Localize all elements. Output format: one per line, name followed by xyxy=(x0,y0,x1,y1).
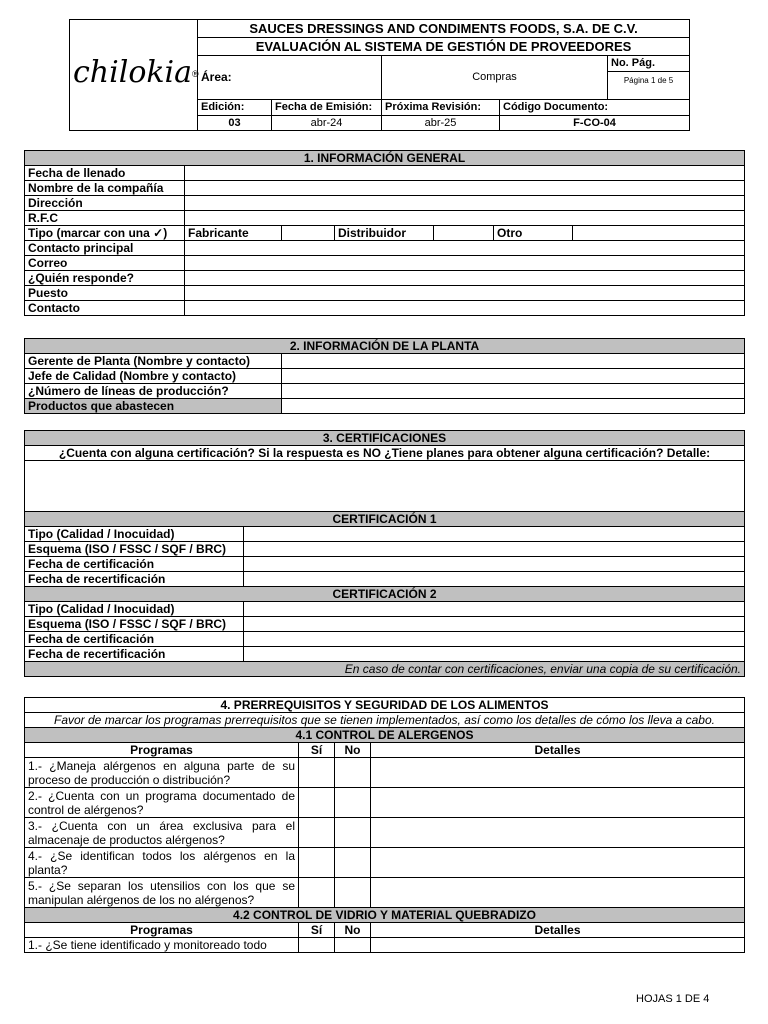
glass-question-1: 1.- ¿Se tiene identificado y monitoreado todo xyxy=(25,938,299,953)
main-contact-field[interactable] xyxy=(185,241,745,256)
quality-head-label: Jefe de Calidad (Nombre y contacto) xyxy=(25,369,282,384)
rfc-field[interactable] xyxy=(185,211,745,226)
cert2-scheme-label: Esquema (ISO / FSSC / SQF / BRC) xyxy=(25,617,244,632)
certification-details-field[interactable] xyxy=(25,461,745,512)
glass-1-yes[interactable] xyxy=(299,938,335,953)
allergen-control-title: 4.1 CONTROL DE ALERGENOS xyxy=(25,728,745,743)
cert1-recert-field[interactable] xyxy=(244,572,745,587)
next-review-label: Próxima Revisión: xyxy=(382,100,500,116)
allergen-3-yes[interactable] xyxy=(299,818,335,848)
glass-1-details[interactable] xyxy=(371,938,745,953)
page-label: No. Pág. xyxy=(608,56,689,72)
page-number-cell xyxy=(608,56,690,100)
email-label: Correo xyxy=(25,256,185,271)
allergen-2-no[interactable] xyxy=(335,788,371,818)
issue-date-value: abr-24 xyxy=(272,116,382,131)
allergen-question-3: 3.- ¿Cuenta con un área exclusiva para el almacenaje de productos alérgenos? xyxy=(25,818,299,848)
cert2-recert-field[interactable] xyxy=(244,647,745,662)
company-name-field[interactable] xyxy=(185,181,745,196)
certification-question: ¿Cuenta con alguna certificación? Si la respuesta es NO ¿Tiene planes para obtener alguna certificación? Detalle: xyxy=(25,446,745,461)
main-contact-label: Contacto principal xyxy=(25,241,185,256)
respondent-field[interactable] xyxy=(185,271,745,286)
allergen-2-details[interactable] xyxy=(371,788,745,818)
certification-2-title: CERTIFICACIÓN 2 xyxy=(25,587,745,602)
general-information-table xyxy=(24,150,745,316)
issue-date-label: Fecha de Emisión: xyxy=(272,100,382,116)
logo-text: chilokia xyxy=(73,54,193,90)
position-field[interactable] xyxy=(185,286,745,301)
fill-date-label: Fecha de llenado xyxy=(25,166,185,181)
page-footer: HOJAS 1 DE 4 xyxy=(636,993,710,1005)
production-lines-label: ¿Número de líneas de producción? xyxy=(25,384,282,399)
allergen-2-yes[interactable] xyxy=(299,788,335,818)
type-option-manufacturer: Fabricante xyxy=(185,226,282,241)
allergen-5-details[interactable] xyxy=(371,878,745,908)
company-name-label: Nombre de la compañía xyxy=(25,181,185,196)
allergen-4-yes[interactable] xyxy=(299,848,335,878)
type-option-other: Otro xyxy=(494,226,573,241)
allergen-question-4: 4.- ¿Se identifican todos los alérgenos en la planta? xyxy=(25,848,299,878)
products-field[interactable] xyxy=(282,399,745,414)
cert1-scheme-field[interactable] xyxy=(244,542,745,557)
details-header: Detalles xyxy=(371,743,745,758)
allergen-5-no[interactable] xyxy=(335,878,371,908)
allergen-4-no[interactable] xyxy=(335,848,371,878)
address-field[interactable] xyxy=(185,196,745,211)
cert1-type-label: Tipo (Calidad / Inocuidad) xyxy=(25,527,244,542)
cert2-type-field[interactable] xyxy=(244,602,745,617)
allergen-question-2: 2.- ¿Cuenta con un programa documentado de control de alérgenos? xyxy=(25,788,299,818)
section-4-title: 4. PRERREQUISITOS Y SEGURIDAD DE LOS ALIMENTOS xyxy=(25,698,745,713)
cert2-date-label: Fecha de certificación xyxy=(25,632,244,647)
other-checkbox[interactable] xyxy=(573,226,745,241)
allergen-1-yes[interactable] xyxy=(299,758,335,788)
respondent-label: ¿Quién responde? xyxy=(25,271,185,286)
allergen-3-no[interactable] xyxy=(335,818,371,848)
no-header: No xyxy=(335,743,371,758)
programs-header: Programas xyxy=(25,743,299,758)
allergen-3-details[interactable] xyxy=(371,818,745,848)
doc-code-label: Código Documento: xyxy=(500,100,690,116)
no-header-2: No xyxy=(335,923,371,938)
plant-information-table xyxy=(24,338,745,414)
doc-code-value: F-CO-04 xyxy=(500,116,690,131)
certifications-table xyxy=(24,430,745,677)
certification-note: En caso de contar con certificaciones, enviar una copia de su certificación. xyxy=(25,662,745,677)
allergen-4-details[interactable] xyxy=(371,848,745,878)
cert2-date-field[interactable] xyxy=(244,632,745,647)
contact-label: Contacto xyxy=(25,301,185,316)
area-value: Compras xyxy=(382,56,608,100)
section-1-title: 1. INFORMACIÓN GENERAL xyxy=(25,151,745,166)
contact-field[interactable] xyxy=(185,301,745,316)
logo xyxy=(70,20,198,131)
edition-value: 03 xyxy=(198,116,272,131)
document-title: EVALUACIÓN AL SISTEMA DE GESTIÓN DE PROVEEDORES xyxy=(198,38,690,56)
allergen-question-1: 1.- ¿Maneja alérgenos en alguna parte de su proceso de producción o distribución? xyxy=(25,758,299,788)
section-2-title: 2. INFORMACIÓN DE LA PLANTA xyxy=(25,339,745,354)
products-label: Productos que abastecen xyxy=(25,399,282,414)
rfc-label: R.F.C xyxy=(25,211,185,226)
page-value: Página 1 de 5 xyxy=(623,76,674,85)
distributor-checkbox[interactable] xyxy=(434,226,494,241)
programs-header-2: Programas xyxy=(25,923,299,938)
document-header xyxy=(69,19,690,131)
cert2-scheme-field[interactable] xyxy=(244,617,745,632)
company-name: SAUCES DRESSINGS AND CONDIMENTS FOODS, S.A. DE C.V. xyxy=(198,20,690,38)
email-field[interactable] xyxy=(185,256,745,271)
cert1-date-field[interactable] xyxy=(244,557,745,572)
area-label: Área: xyxy=(198,56,382,100)
next-review-value: abr-25 xyxy=(382,116,500,131)
cert1-type-field[interactable] xyxy=(244,527,745,542)
cert1-recert-label: Fecha de recertificación xyxy=(25,572,244,587)
yes-header: Sí xyxy=(299,743,335,758)
edition-label: Edición: xyxy=(198,100,272,116)
plant-manager-label: Gerente de Planta (Nombre y contacto) xyxy=(25,354,282,369)
plant-manager-field[interactable] xyxy=(282,354,745,369)
production-lines-field[interactable] xyxy=(282,384,745,399)
fill-date-field[interactable] xyxy=(185,166,745,181)
allergen-question-5: 5.- ¿Se separan los utensilios con los que se manipulan alérgenos de los no alérgenos? xyxy=(25,878,299,908)
registered-mark: ® xyxy=(192,68,199,79)
type-label: Tipo (marcar con una ✓) xyxy=(25,226,185,241)
prerequisites-instruction: Favor de marcar los programas prerrequisitos que se tienen implementados, así como los detalles de cómo los lleva a cabo. xyxy=(25,713,745,728)
quality-head-field[interactable] xyxy=(282,369,745,384)
section-3-title: 3. CERTIFICACIONES xyxy=(25,431,745,446)
cert2-type-label: Tipo (Calidad / Inocuidad) xyxy=(25,602,244,617)
glass-1-no[interactable] xyxy=(335,938,371,953)
address-label: Dirección xyxy=(25,196,185,211)
type-option-distributor: Distribuidor xyxy=(335,226,434,241)
allergen-5-yes[interactable] xyxy=(299,878,335,908)
cert1-scheme-label: Esquema (ISO / FSSC / SQF / BRC) xyxy=(25,542,244,557)
manufacturer-checkbox[interactable] xyxy=(282,226,335,241)
yes-header-2: Sí xyxy=(299,923,335,938)
details-header-2: Detalles xyxy=(371,923,745,938)
certification-1-title: CERTIFICACIÓN 1 xyxy=(25,512,745,527)
allergen-1-details[interactable] xyxy=(371,758,745,788)
prerequisites-table xyxy=(24,697,745,953)
glass-control-title: 4.2 CONTROL DE VIDRIO Y MATERIAL QUEBRADIZO xyxy=(25,908,745,923)
cert1-date-label: Fecha de certificación xyxy=(25,557,244,572)
allergen-1-no[interactable] xyxy=(335,758,371,788)
position-label: Puesto xyxy=(25,286,185,301)
cert2-recert-label: Fecha de recertificación xyxy=(25,647,244,662)
